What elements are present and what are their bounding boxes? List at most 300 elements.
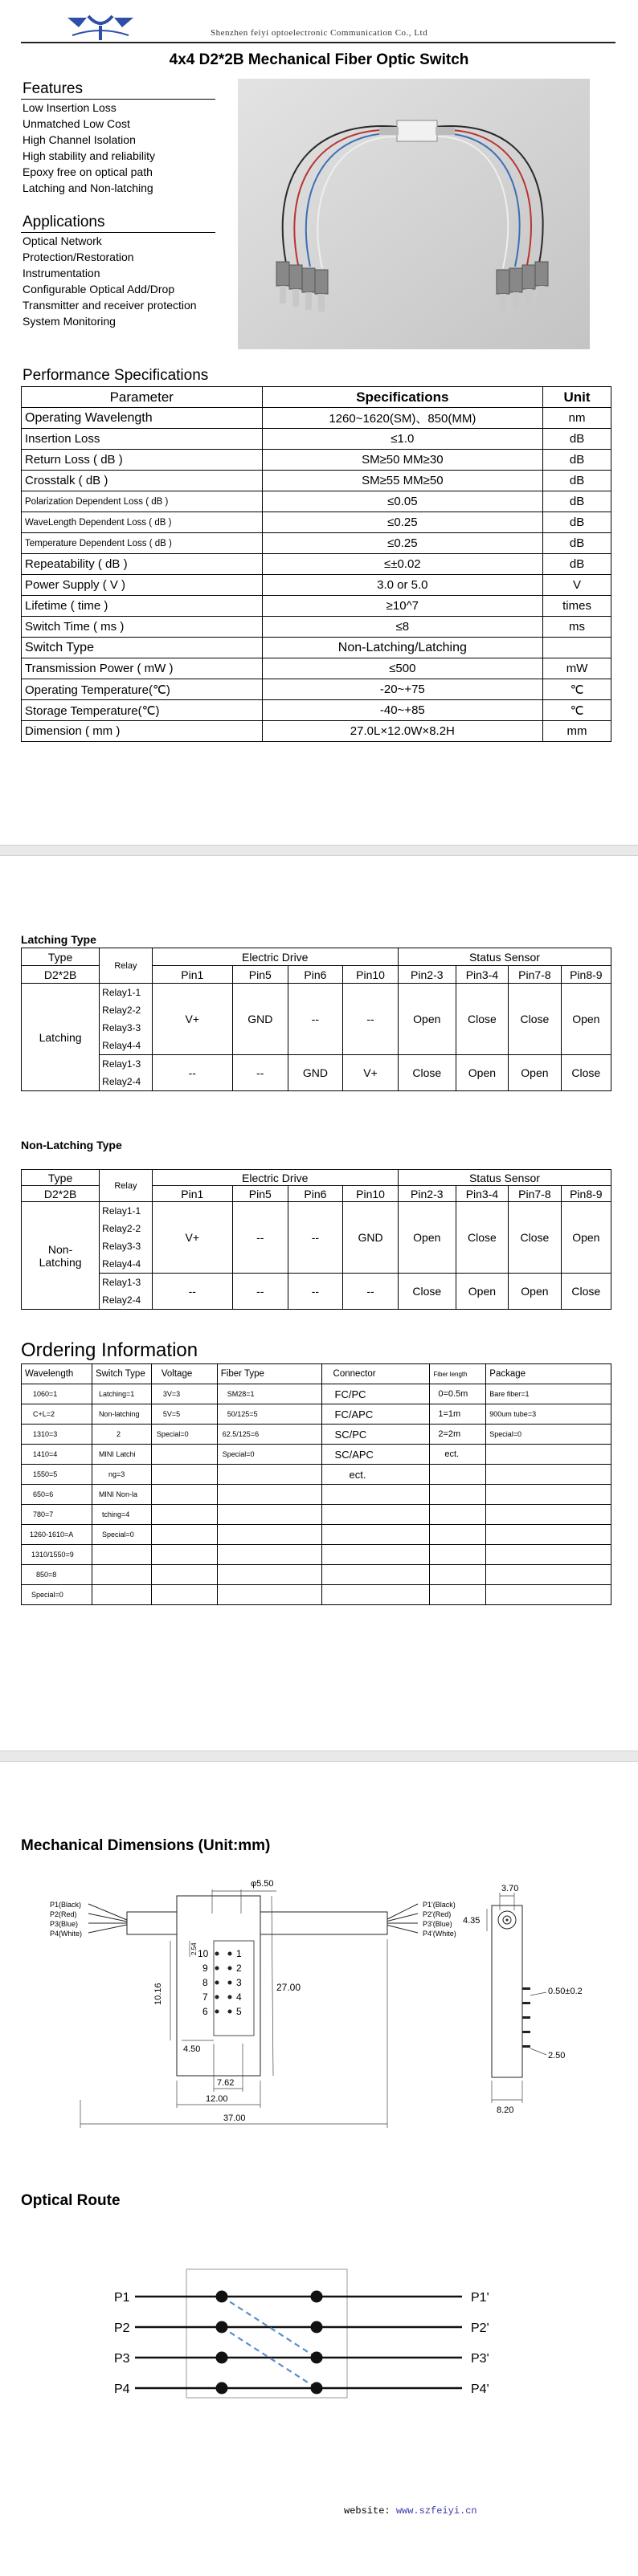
value-cell: V+ — [152, 1202, 232, 1274]
pin-number: 4 — [236, 1991, 242, 2003]
order-cell: 850=8 — [22, 1565, 92, 1585]
order-cell — [321, 1585, 430, 1605]
param-cell: Crosstalk ( dB ) — [22, 471, 263, 491]
param-cell: Power Supply ( V ) — [22, 575, 263, 596]
pin-header: Pin5 — [232, 1186, 288, 1202]
order-cell — [151, 1485, 217, 1505]
order-cell: FC/PC — [321, 1384, 430, 1404]
order-cell: tching=4 — [92, 1505, 151, 1525]
order-cell: SM28=1 — [217, 1384, 321, 1404]
order-cell — [486, 1445, 611, 1465]
applications-list — [22, 233, 239, 329]
table-row — [22, 1425, 611, 1445]
table-row — [22, 1485, 611, 1505]
table-row — [22, 491, 611, 512]
footer-label: website: — [344, 2505, 391, 2517]
order-cell — [430, 1585, 486, 1605]
order-cell: 5V=5 — [151, 1404, 217, 1425]
order-cell — [430, 1525, 486, 1545]
order-cell — [430, 1485, 486, 1505]
list-item: Low Insertion Loss — [22, 101, 117, 114]
latching-heading: Latching Type — [21, 933, 96, 946]
route-input-label: P3 — [114, 2352, 130, 2366]
relay-label: Relay2-4 — [102, 1294, 141, 1306]
table-row — [22, 1465, 611, 1485]
order-cell: ng=3 — [92, 1465, 151, 1485]
order-cell: 1310=3 — [22, 1425, 92, 1445]
value-cell: -- — [152, 1274, 232, 1310]
value-cell: Close — [561, 1274, 611, 1310]
dim-label: 2.54 — [190, 1942, 198, 1955]
pin-header: Pin3-4 — [456, 1186, 508, 1202]
param-cell: Repeatability ( dB ) — [22, 554, 263, 575]
value-cell: Open — [561, 984, 611, 1055]
value-cell: Open — [398, 1202, 456, 1274]
order-cell: 1=1m — [430, 1404, 486, 1425]
list-item: Latching and Non-latching — [22, 181, 153, 194]
order-cell — [217, 1485, 321, 1505]
mechanical-heading: Mechanical Dimensions (Unit:mm) — [21, 1837, 271, 1854]
unit-cell: ℃ — [543, 679, 611, 700]
order-cell: Special=0 — [92, 1525, 151, 1545]
dim-label: 7.62 — [217, 2078, 235, 2088]
unit-cell: V — [543, 575, 611, 596]
document-title: 4x4 D2*2B Mechanical Fiber Optic Switch — [169, 51, 469, 68]
param-cell: Dimension ( mm ) — [22, 721, 263, 742]
performance-table — [21, 386, 611, 742]
order-cell — [321, 1545, 430, 1565]
unit-cell: mW — [543, 658, 611, 679]
right-fiber-label: P2'(Red) — [423, 1910, 452, 1918]
column-header: Parameter — [22, 387, 263, 408]
list-item: Epoxy free on optical path — [22, 165, 153, 178]
order-cell — [321, 1565, 430, 1585]
order-cell — [430, 1505, 486, 1525]
table-row — [22, 638, 611, 658]
column-header: Fiber Type — [217, 1364, 321, 1384]
order-cell: 50/125=5 — [217, 1404, 321, 1425]
dim-label: 3.70 — [501, 1884, 519, 1893]
order-cell — [321, 1505, 430, 1525]
pin-number: 3 — [236, 1977, 242, 1988]
pin-header: Pin10 — [343, 966, 399, 984]
table-row — [22, 1585, 611, 1605]
table-row — [22, 1545, 611, 1565]
dim-label: 2.50 — [548, 2051, 566, 2060]
table-row — [22, 554, 611, 575]
list-item: High stability and reliability — [22, 149, 155, 162]
value-cell: Close — [509, 1202, 561, 1274]
relay-label: Relay4-4 — [102, 1040, 141, 1051]
optical-route-heading: Optical Route — [21, 2192, 121, 2209]
value-cell: Open — [509, 1274, 561, 1310]
type-header: Type — [22, 948, 100, 966]
list-item: Optical Network — [22, 234, 102, 247]
table-row — [22, 1055, 611, 1091]
value-cell: V+ — [152, 984, 232, 1055]
value-cell: Close — [509, 984, 561, 1055]
type-name-line: Non- — [47, 1242, 73, 1256]
param-cell: Lifetime ( time ) — [22, 596, 263, 617]
order-cell — [217, 1585, 321, 1605]
value-cell: Open — [509, 1055, 561, 1091]
value-cell: Open — [456, 1274, 508, 1310]
order-cell: 1260-1610=A — [22, 1525, 92, 1545]
pin-header: Pin10 — [343, 1186, 399, 1202]
order-cell — [430, 1565, 486, 1585]
order-cell: 780=7 — [22, 1505, 92, 1525]
electric-drive-header: Electric Drive — [152, 948, 398, 966]
electric-drive-header: Electric Drive — [152, 1170, 398, 1186]
company-name: Shenzhen feiyi optoelectronic Communication Co., Ltd — [211, 28, 428, 38]
mechanical-drawing — [32, 1867, 611, 2132]
order-cell — [92, 1585, 151, 1605]
table-row — [22, 1274, 611, 1310]
spec-cell: ≤0.25 — [262, 533, 543, 554]
table-row — [22, 617, 611, 638]
unit-cell: ms — [543, 617, 611, 638]
pin-number: 9 — [202, 1963, 208, 1974]
order-cell: Special=0 — [486, 1425, 611, 1445]
value-cell: GND — [343, 1202, 399, 1274]
relay-header: Relay — [100, 948, 152, 984]
dim-label: 12.00 — [206, 2094, 228, 2104]
order-cell — [151, 1585, 217, 1605]
table-row — [22, 1565, 611, 1585]
latching-table — [21, 948, 611, 1091]
pin-header: Pin1 — [152, 1186, 232, 1202]
nonlatching-heading: Non-Latching Type — [21, 1139, 122, 1151]
pin-header: Pin2-3 — [398, 1186, 456, 1202]
unit-cell: dB — [543, 450, 611, 471]
table-header-row — [22, 387, 611, 408]
spec-cell: SM≥55 MM≥50 — [262, 471, 543, 491]
table-row — [22, 512, 611, 533]
dim-label: 27.00 — [276, 1982, 301, 1993]
relay-label: Relay2-4 — [102, 1076, 141, 1087]
value-cell: -- — [232, 1274, 288, 1310]
order-cell: 2=2m — [430, 1425, 486, 1445]
spec-cell: ≥10^7 — [262, 596, 543, 617]
order-cell — [92, 1565, 151, 1585]
ordering-heading: Ordering Information — [21, 1339, 198, 1361]
list-item: Unmatched Low Cost — [22, 117, 130, 130]
model-cell: D2*2B — [22, 1186, 100, 1202]
pin-header: Pin7-8 — [509, 966, 561, 984]
column-header: Connector — [321, 1364, 430, 1384]
order-cell — [486, 1545, 611, 1565]
value-cell: Close — [398, 1055, 456, 1091]
list-item: Protection/Restoration — [22, 251, 134, 263]
features-heading: Features — [22, 80, 83, 97]
header-divider — [21, 42, 616, 43]
table-row — [22, 700, 611, 721]
order-cell — [486, 1565, 611, 1585]
relay-label: Relay3-3 — [102, 1022, 141, 1033]
order-cell: ect. — [430, 1445, 486, 1465]
unit-cell — [543, 638, 611, 658]
value-cell: Open — [561, 1202, 611, 1274]
unit-cell: dB — [543, 533, 611, 554]
pin-number: 1 — [236, 1948, 242, 1959]
relay-cell — [100, 984, 152, 1055]
dim-label: 37.00 — [223, 2113, 246, 2123]
spec-cell: 3.0 or 5.0 — [262, 575, 543, 596]
column-header: Fiber length — [430, 1364, 486, 1384]
right-fiber-label: P1'(Black) — [423, 1901, 456, 1909]
relay-cell — [100, 1274, 152, 1310]
order-cell: MINI Latchi — [92, 1445, 151, 1465]
list-item: Configurable Optical Add/Drop — [22, 283, 175, 296]
order-cell — [217, 1505, 321, 1525]
order-cell: 1060=1 — [22, 1384, 92, 1404]
company-logo — [64, 11, 137, 43]
spec-cell: -40~+85 — [262, 700, 543, 721]
value-cell: -- — [232, 1055, 288, 1091]
pin-number: 8 — [202, 1977, 208, 1988]
value-cell: GND — [232, 984, 288, 1055]
pin-header: Pin8-9 — [561, 1186, 611, 1202]
value-cell: -- — [232, 1202, 288, 1274]
nonlatching-table — [21, 1169, 611, 1310]
order-cell: Non-latching — [92, 1404, 151, 1425]
relay-label: Relay1-3 — [102, 1058, 141, 1070]
order-cell — [151, 1525, 217, 1545]
pin-header: Pin8-9 — [561, 966, 611, 984]
list-item: Instrumentation — [22, 267, 100, 279]
relay-label: Relay1-3 — [102, 1277, 141, 1288]
order-cell: C+L=2 — [22, 1404, 92, 1425]
spec-cell: 27.0L×12.0W×8.2H — [262, 721, 543, 742]
spec-cell: SM≥50 MM≥30 — [262, 450, 543, 471]
column-header: Switch Type — [92, 1364, 151, 1384]
relay-label: Relay1-1 — [102, 1205, 141, 1217]
relay-label: Relay2-2 — [102, 1223, 141, 1234]
status-sensor-header: Status Sensor — [398, 1170, 611, 1186]
value-cell: Close — [398, 1274, 456, 1310]
unit-cell: dB — [543, 429, 611, 450]
list-item: High Channel Isolation — [22, 133, 136, 146]
value-cell: -- — [152, 1055, 232, 1091]
right-fiber-label: P4'(White) — [423, 1930, 456, 1938]
side-view-body — [492, 1906, 522, 2077]
relay-label: Relay4-4 — [102, 1258, 141, 1270]
order-cell: 1310/1550=9 — [22, 1545, 92, 1565]
route-output-label: P1' — [471, 2291, 489, 2305]
order-cell — [217, 1545, 321, 1565]
order-cell: 2 — [92, 1425, 151, 1445]
param-cell: Insertion Loss — [22, 429, 263, 450]
param-cell: Transmission Power ( mW ) — [22, 658, 263, 679]
order-cell: 62.5/125=6 — [217, 1425, 321, 1445]
order-cell — [430, 1465, 486, 1485]
spec-cell: 1260~1620(SM)、850(MM) — [262, 408, 543, 429]
order-cell — [486, 1465, 611, 1485]
table-row — [22, 984, 611, 1055]
value-cell: V+ — [343, 1055, 399, 1091]
product-photo — [238, 79, 590, 349]
param-cell: Operating Temperature(℃) — [22, 679, 263, 700]
order-cell: FC/APC — [321, 1404, 430, 1425]
column-header: Package — [486, 1364, 611, 1384]
value-cell: -- — [288, 984, 343, 1055]
route-output-label: P4' — [471, 2382, 489, 2396]
dim-label: 10.16 — [153, 1983, 163, 2005]
order-cell: 3V=3 — [151, 1384, 217, 1404]
spec-cell: -20~+75 — [262, 679, 543, 700]
order-cell — [486, 1585, 611, 1605]
order-cell: 900um tube=3 — [486, 1404, 611, 1425]
table-row — [22, 575, 611, 596]
table-header-row — [22, 1170, 611, 1186]
order-cell — [151, 1465, 217, 1485]
value-cell: Close — [561, 1055, 611, 1091]
order-cell: 650=6 — [22, 1485, 92, 1505]
spec-cell: ≤500 — [262, 658, 543, 679]
column-header: Wavelength — [22, 1364, 92, 1384]
param-cell: Storage Temperature(℃) — [22, 700, 263, 721]
dim-label: 4.50 — [183, 2044, 201, 2054]
pin-number: 6 — [202, 2006, 208, 2017]
spec-cell: Non-Latching/Latching — [262, 638, 543, 658]
param-cell: Return Loss ( dB ) — [22, 450, 263, 471]
dim-label: 4.35 — [463, 1916, 481, 1926]
table-row — [22, 658, 611, 679]
unit-cell: mm — [543, 721, 611, 742]
dim-label: φ5.50 — [251, 1879, 274, 1889]
route-input-label: P1 — [114, 2291, 130, 2305]
value-cell: -- — [343, 984, 399, 1055]
order-cell: Special=0 — [217, 1445, 321, 1465]
order-cell: MINI Non-la — [92, 1485, 151, 1505]
left-fiber-label: P4(White) — [50, 1930, 83, 1938]
pin-number: 2 — [236, 1963, 242, 1974]
order-cell — [151, 1565, 217, 1585]
order-cell: 1550=5 — [22, 1465, 92, 1485]
dim-label: 8.20 — [497, 2105, 514, 2115]
order-cell — [151, 1545, 217, 1565]
route-input-label: P2 — [114, 2321, 130, 2335]
unit-cell: dB — [543, 554, 611, 575]
order-cell: SC/PC — [321, 1425, 430, 1445]
model-cell: D2*2B — [22, 966, 100, 984]
pin-number: 5 — [236, 2006, 242, 2017]
unit-cell: dB — [543, 512, 611, 533]
order-cell — [151, 1445, 217, 1465]
value-cell: -- — [288, 1274, 343, 1310]
unit-cell: dB — [543, 471, 611, 491]
order-cell: Special=0 — [22, 1585, 92, 1605]
column-header: Specifications — [262, 387, 543, 408]
relay-label: Relay1-1 — [102, 987, 141, 998]
type-name-cell: Latching — [22, 984, 100, 1091]
value-cell: Open — [456, 1055, 508, 1091]
order-cell: Special=0 — [151, 1425, 217, 1445]
section-separator — [0, 845, 638, 856]
left-fiber-label: P2(Red) — [50, 1910, 77, 1918]
relay-label: Relay2-2 — [102, 1005, 141, 1016]
type-name-cell — [22, 1202, 100, 1310]
table-row — [22, 679, 611, 700]
value-cell: Close — [456, 1202, 508, 1274]
dim-label: 0.50±0.2 — [548, 1987, 583, 1996]
order-cell: ect. — [321, 1465, 430, 1485]
spec-cell: ≤0.05 — [262, 491, 543, 512]
table-row — [22, 471, 611, 491]
applications-heading: Applications — [22, 214, 105, 230]
route-output-label: P2' — [471, 2321, 489, 2335]
list-item: System Monitoring — [22, 315, 116, 328]
pin-header: Pin3-4 — [456, 966, 508, 984]
right-fiber-label: P3'(Blue) — [423, 1920, 452, 1928]
order-cell — [430, 1545, 486, 1565]
route-output-label: P3' — [471, 2352, 489, 2366]
route-box — [186, 2269, 347, 2398]
section-separator — [0, 1751, 638, 1762]
order-cell: 0=0.5m — [430, 1384, 486, 1404]
order-cell — [217, 1525, 321, 1545]
table-row — [22, 1202, 611, 1274]
value-cell: Open — [398, 984, 456, 1055]
website-link[interactable]: www.szfeiyi.cn — [395, 2505, 477, 2517]
left-fiber-tube — [127, 1912, 177, 1934]
left-fiber-label: P3(Blue) — [50, 1920, 79, 1928]
order-cell: Latching=1 — [92, 1384, 151, 1404]
pin-number: 10 — [198, 1948, 209, 1959]
route-input-label: P4 — [114, 2382, 130, 2396]
pin-number: 7 — [202, 1991, 208, 2003]
ordering-table — [21, 1363, 611, 1605]
param-cell: Switch Time ( ms ) — [22, 617, 263, 638]
order-cell — [92, 1545, 151, 1565]
table-row — [22, 1384, 611, 1404]
value-cell: -- — [288, 1202, 343, 1274]
pin-header: Pin6 — [288, 966, 343, 984]
table-row — [22, 721, 611, 742]
pin-header: Pin1 — [152, 966, 232, 984]
param-cell: Temperature Dependent Loss ( dB ) — [22, 533, 263, 554]
list-item: Transmitter and receiver protection — [22, 299, 197, 312]
table-header-row — [22, 1364, 611, 1384]
order-cell — [321, 1525, 430, 1545]
param-cell: Operating Wavelength — [22, 408, 263, 429]
value-cell: GND — [288, 1055, 343, 1091]
spec-cell: ≤±0.02 — [262, 554, 543, 575]
features-list — [22, 100, 231, 196]
footer — [344, 2505, 477, 2517]
relay-cell — [100, 1202, 152, 1274]
pin-header: Pin2-3 — [398, 966, 456, 984]
right-fiber-tube — [260, 1912, 387, 1934]
performance-heading: Performance Specifications — [22, 367, 209, 384]
table-row — [22, 1525, 611, 1545]
order-cell: SC/APC — [321, 1445, 430, 1465]
spec-cell: ≤0.25 — [262, 512, 543, 533]
relay-header: Relay — [100, 1170, 152, 1202]
relay-cell — [100, 1055, 152, 1091]
order-cell — [486, 1485, 611, 1505]
table-row — [22, 429, 611, 450]
order-cell — [321, 1485, 430, 1505]
table-row — [22, 1445, 611, 1465]
table-header-row — [22, 948, 611, 966]
order-cell — [486, 1505, 611, 1525]
value-cell: Close — [456, 984, 508, 1055]
table-row — [22, 1404, 611, 1425]
unit-cell: times — [543, 596, 611, 617]
pin-header: Pin7-8 — [509, 1186, 561, 1202]
table-row — [22, 408, 611, 429]
